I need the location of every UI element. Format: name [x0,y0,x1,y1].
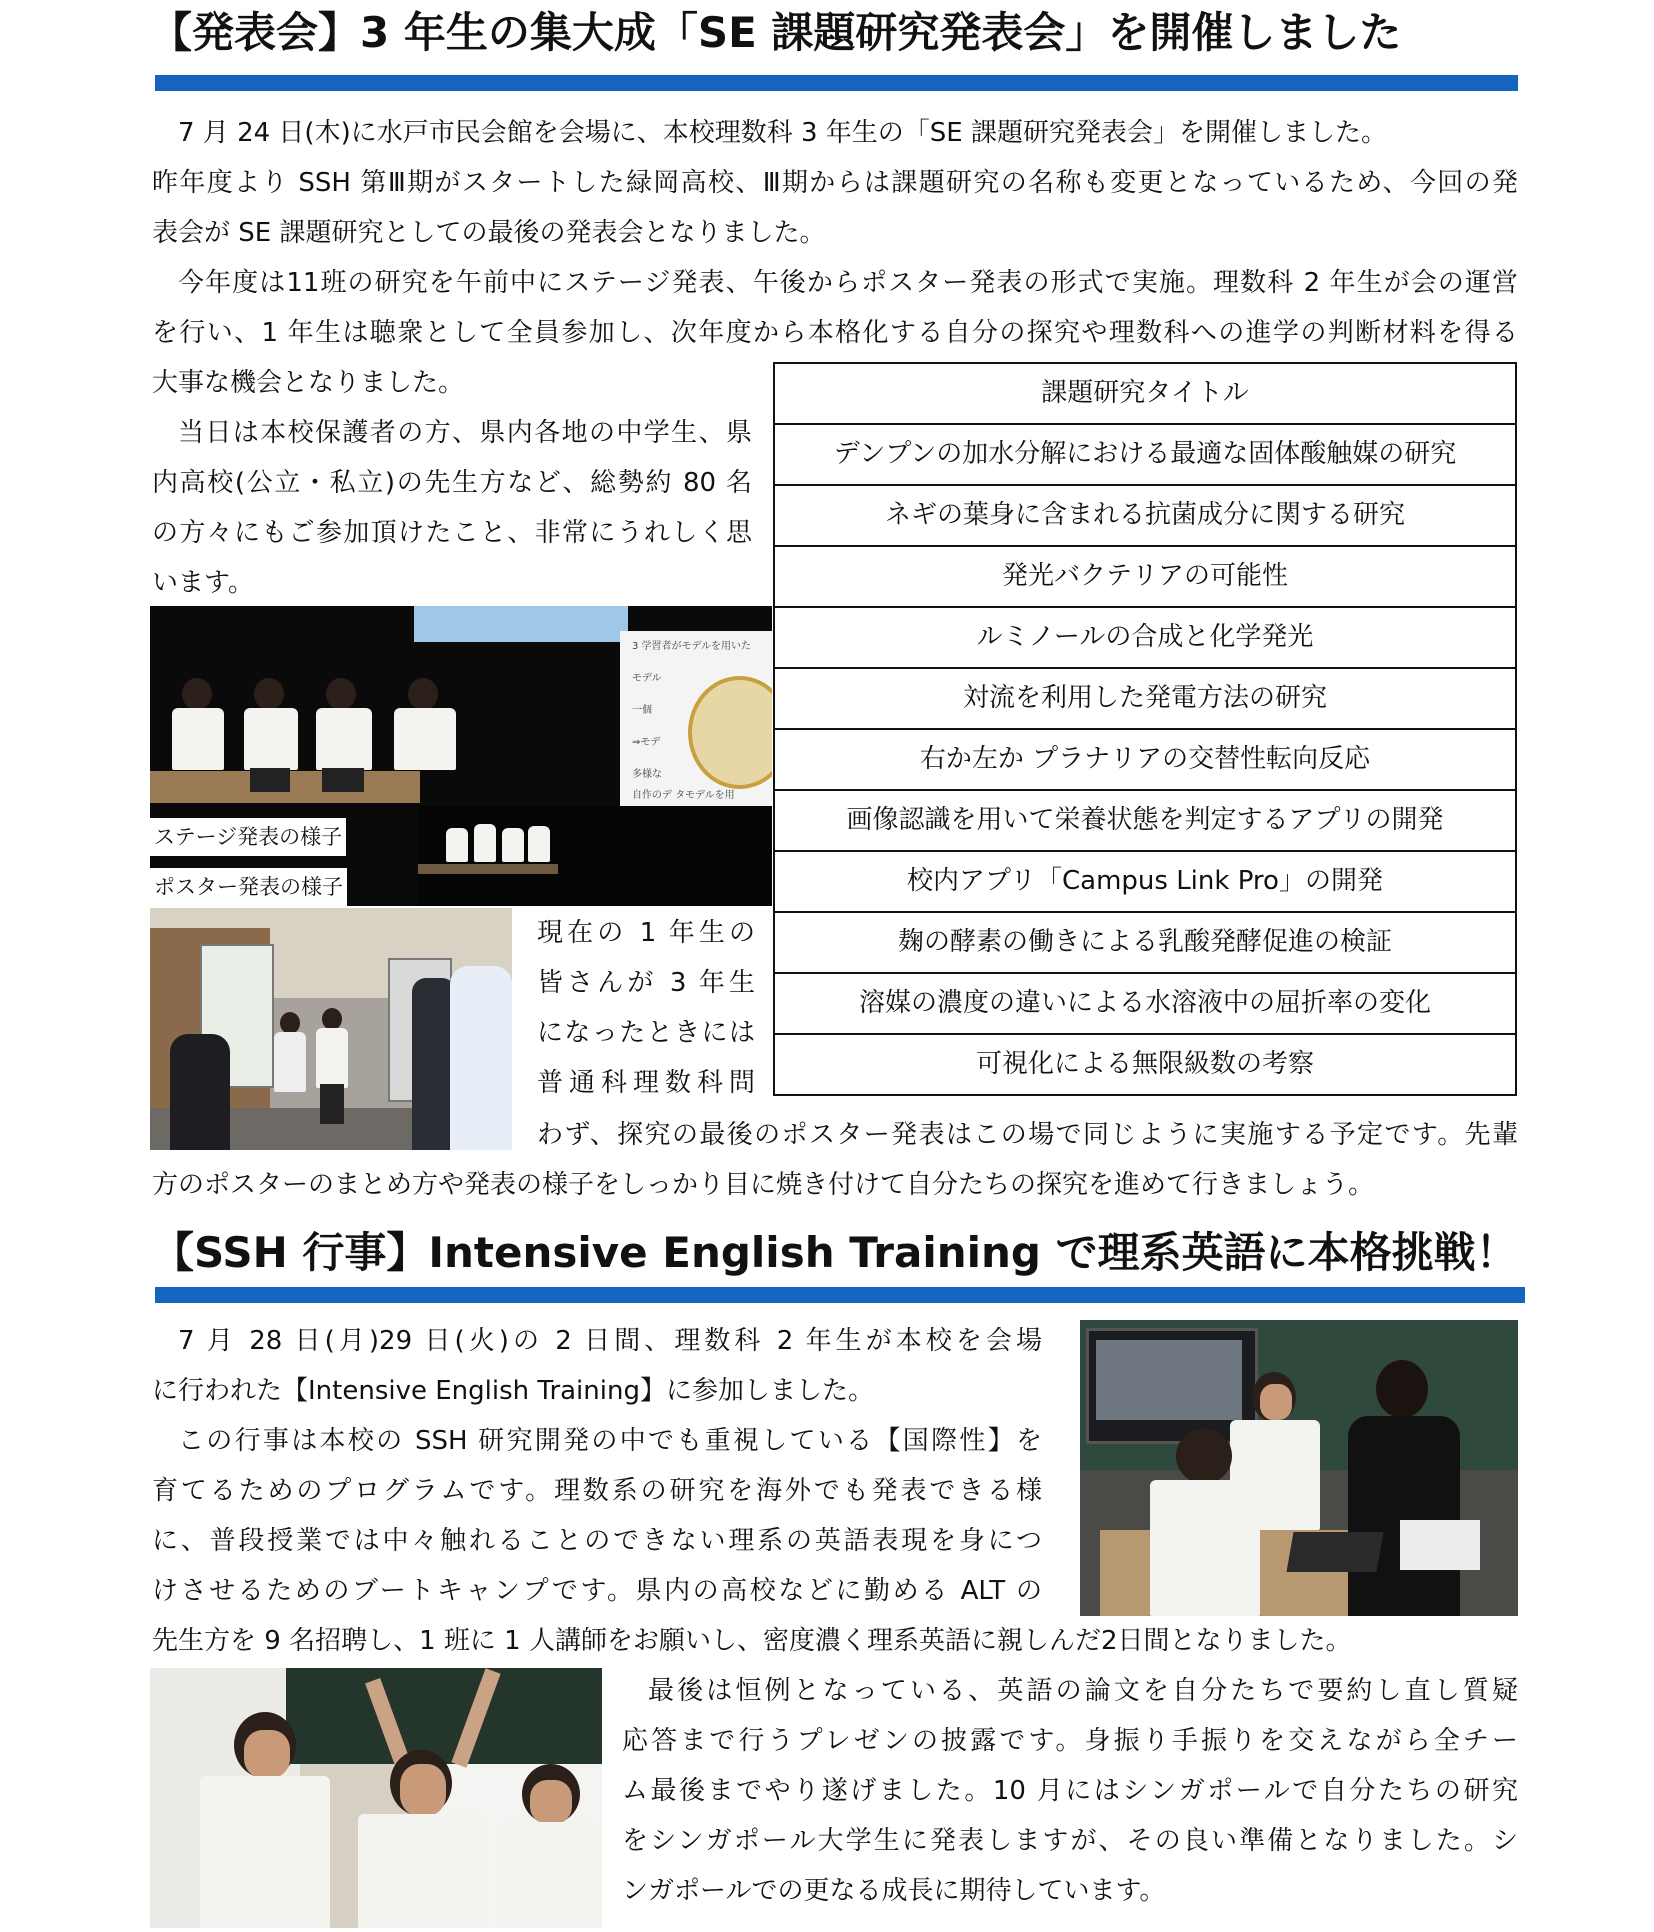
paragraph-line: 先生方を 9 名招聘し、1 班に 1 人講師をお願いし、密度濃く理系英語に親しんだ2日間となりました。 [152,1626,1352,1656]
visitor [450,966,512,1150]
table-header: 課題研究タイトル [775,364,1515,425]
section1-closing-line [537,1110,1518,1160]
table-row: 対流を利用した発電方法の研究 [775,669,1515,730]
laptop [1286,1532,1383,1572]
student [446,828,468,862]
slide-text: 多様な [632,769,662,780]
section2-heading-rule [155,1287,1525,1303]
student [1150,1480,1260,1616]
section2-paragraph [152,1316,1042,1616]
section2-heading: 【SSH 行事】Intensive English Training で理系英語に本格挑戦！ [152,1228,1518,1277]
teacher [1348,1416,1460,1616]
paragraph-line: 7 月 24 日(木)に水戸市民会館を会場に、本校理数科 3 年生の「SE 課題研究発表会」を開催しました。 [178,118,1387,148]
paragraph-line: 大事な機会となりました。 [152,368,465,398]
paragraph-line: になったときには [537,1018,755,1048]
student-pants [320,1084,344,1124]
section1-heading: 【発表会】3 年生の集大成「SE 課題研究発表会」を開催しました [150,8,1402,57]
english-presentation-photo [150,1668,602,1928]
paragraph-line: 昨年度より SSH 第Ⅲ期がスタートした緑岡高校、Ⅲ期からは課題研究の名称も変更となっているため、今回の発 [152,168,1518,198]
paragraph-line: 7 月 28 日(月)29 日(火)の 2 日間、理数科 2 年生が本校を会場 [178,1326,1042,1356]
slide-text: 自作のデ タモデルを用 [632,790,735,801]
student-head [326,678,356,710]
student [394,708,456,770]
student [500,1822,602,1928]
table-row: 麹の酵素の働きによる乳酸発酵促進の検証 [775,913,1515,974]
student-head [182,678,212,710]
paragraph-line: 育てるためのプログラムです。理数系の研究を海外でも発表できる様 [152,1476,1042,1506]
student-head [280,1012,300,1034]
student [172,708,224,770]
paragraph-line: わず、探究の最後のポスター発表はこの場で同じように実施する予定です。先輩 [537,1120,1518,1150]
student-head [408,678,438,710]
slide-text: ⇒モデ [632,737,661,748]
paragraph-line: 皆さんが 3 年生 [537,968,755,998]
stage-screen [414,606,628,642]
student [358,1814,484,1928]
table-row: 溶媒の濃度の違いによる水溶液中の屈折率の変化 [775,974,1515,1035]
teacher-head [1376,1360,1428,1418]
student [528,826,550,862]
student-face [530,1780,572,1824]
stage-presentation-photo [150,606,772,906]
table-row: 校内アプリ「Campus Link Pro」の開発 [775,852,1515,913]
blackboard [286,1668,602,1764]
paragraph-line: の方々にもご参加頂けたこと、非常にうれしく思 [152,518,752,548]
classroom-workshop-photo [1080,1320,1518,1616]
table-row: ルミノールの合成と化学発光 [775,608,1515,669]
paragraph-line: 当日は本校保護者の方、県内各地の中学生、県 [178,418,752,448]
student [316,1028,348,1088]
paragraph-line: けさせるためのブートキャンプです。県内の高校などに勤める ALT の [152,1576,1042,1606]
table-row: ネギの葉身に含まれる抗菌成分に関する研究 [775,486,1515,547]
section1-photo-side-text [537,908,755,1108]
research-titles-table [773,362,1517,1096]
student [474,824,496,862]
section2-full-line [152,1616,1518,1666]
stage-floor [418,864,558,874]
slide-text: モデル [632,673,662,684]
table-row: 可視化による無限級数の考察 [975,1049,1314,1079]
student-head [254,678,284,710]
laptop [1400,1520,1480,1570]
paragraph-line: 表会が SE 課題研究としての最後の発表会となりました。 [152,218,826,248]
student-pants [322,768,364,792]
paragraph-line: この行事は本校の SSH 研究開発の中でも重視している【国際性】を [178,1426,1042,1456]
paragraph-line: います。 [152,568,254,598]
poster-session-photo [150,908,512,1150]
paragraph-line: に行われた【Intensive English Training】に参加しました。 [152,1376,874,1406]
student-face [400,1764,446,1816]
slide-text: 一個 [632,705,652,716]
visitor [170,1034,230,1150]
caption-poster: ポスター発表の様子 [150,868,347,906]
paragraph-line: 方のポスターのまとめ方や発表の様子をしっかり目に焼き付けて自分たちの探究を進めて行きましょう。 [152,1170,1375,1200]
stage-wide-photo [418,806,772,906]
paragraph-line: を行い、1 年生は聴衆として全員参加し、次年度から本格化する自分の探究や理数科への進学の判断材料を得る [152,318,1518,348]
student-head [322,1008,342,1030]
paragraph-line: に、普段授業では中々触れることのできない理系の英語表現を身につ [152,1526,1042,1556]
caption-stage: ステージ発表の様子 [150,818,346,856]
student [274,1032,306,1092]
section2-closing-paragraph [622,1666,1518,1916]
student [244,708,298,770]
monitor-screen [1096,1340,1242,1420]
paragraph-line: ム最後までやり遂げました。10 月にはシンガポールで自分たちの研究 [622,1776,1518,1806]
table-row: 画像認識を用いて栄養状態を判定するアプリの開発 [775,791,1515,852]
paragraph-line: 最後は恒例となっている、英語の論文を自分たちで要約し直し質疑 [648,1676,1518,1706]
paragraph-line: をシンガポール大学生に発表しますが、その良い準備となりました。シ [622,1826,1518,1856]
table-row: 右か左か プラナリアの交替性転向反応 [775,730,1515,791]
student [316,708,372,770]
table-row: 発光バクテリアの可能性 [775,547,1515,608]
paragraph-line: 現在の 1 年生の [537,918,755,948]
slide-text: 3 学習者がモデルを用いた [632,641,752,652]
section1-heading-rule [155,75,1518,91]
section1-closing-line [152,1160,1518,1210]
paragraph-line: 応答まで行うプレゼンの披露です。身振り手振りを交えながら全チー [622,1726,1518,1756]
student-pants [250,768,290,792]
student-head [1176,1428,1232,1484]
paragraph-line: 今年度は11班の研究を午前中にステージ発表、午後からポスター発表の形式で実施。理数科 2 年生が会の運営 [178,268,1518,298]
paragraph-line: 普通科理数科問 [537,1068,755,1098]
student [200,1776,330,1928]
paragraph-line: ンガポールでの更なる成長に期待しています。 [622,1876,1166,1906]
paragraph-line: 内高校(公立・私立)の先生方など、総勢約 80 名 [152,468,752,498]
section1-side-paragraph [152,408,752,608]
student [502,828,524,862]
table-row: デンプンの加水分解における最適な固体酸触媒の研究 [775,425,1515,486]
student-face [1260,1384,1292,1420]
student-face [244,1730,290,1778]
